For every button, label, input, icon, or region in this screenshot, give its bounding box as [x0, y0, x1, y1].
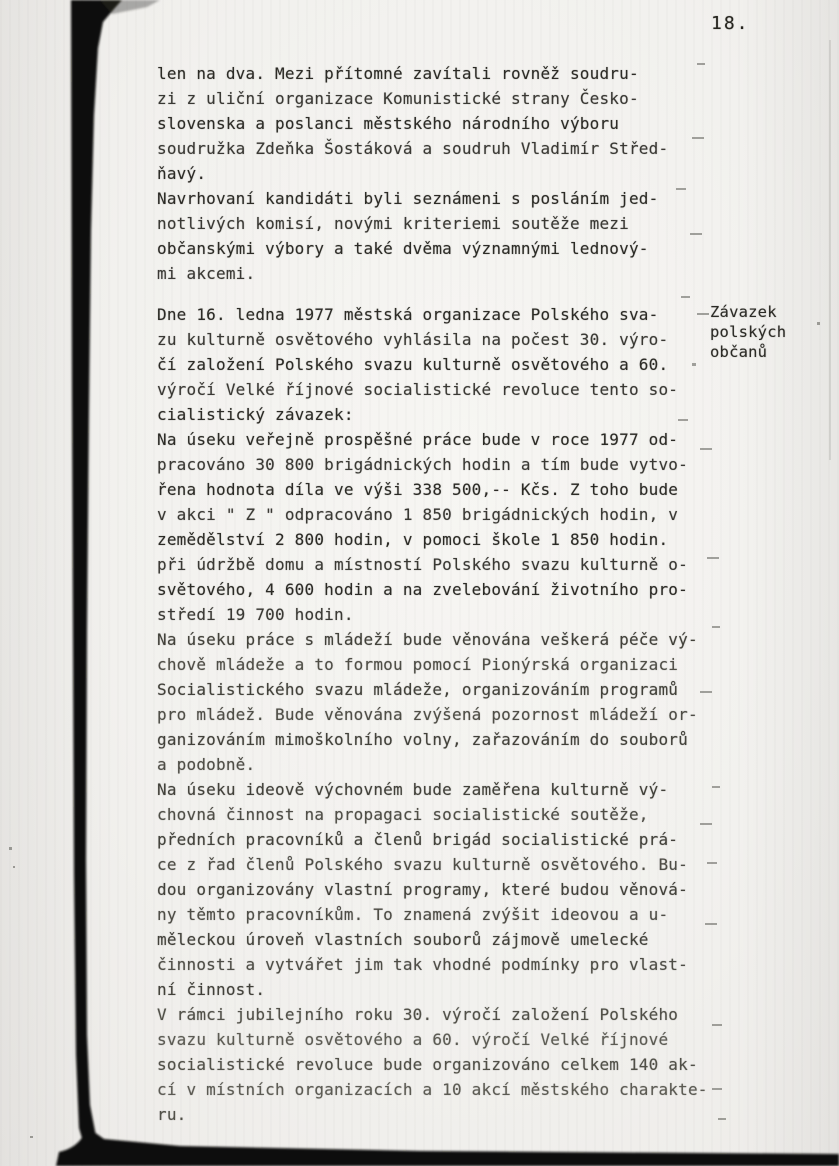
- paragraph: [157, 1002, 742, 1127]
- text-line: mi akcemi.: [157, 264, 256, 283]
- text-line: chově mládeže a to formou pomocí Pionýrská organizaci: [157, 655, 679, 674]
- text-line: ní činnost.: [157, 980, 266, 999]
- text-line: zemědělství 2 800 hodin, v pomoci škole 1 850 hodin.: [157, 530, 669, 549]
- text-line: činnosti a vytvářet jim tak vhodné podmínky pro vlast-: [157, 955, 688, 974]
- text-line: pracováno 30 800 brigádnických hodin a tím bude vytvo-: [157, 455, 688, 474]
- text-line: svazu kulturně osvětového a 60. výročí Velké říjnové: [157, 1030, 669, 1049]
- text-line: Navrhovaní kandidáti byli seznámeni s posláním jed-: [157, 189, 659, 208]
- text-line: v akci " Z " odpracováno 1 850 brigádnických hodin, v: [157, 505, 679, 524]
- text-line: Dne 16. ledna 1977 městská organizace Polského sva-: [157, 305, 659, 324]
- text-line: Na úseku ideově výchovném bude zaměřena kulturně vý-: [157, 780, 669, 799]
- text-line: výročí Velké říjnové socialistické revoluce tento so-: [157, 380, 679, 399]
- text-line: ce z řad členů Polského svazu kulturně osvětového. Bu-: [157, 855, 688, 874]
- text-line: zu kulturně osvětového vyhlásila na počest 30. výro-: [157, 330, 669, 349]
- text-line: občanskými výbory a také dvěma významnými lednový-: [157, 239, 649, 258]
- text-line: cí v místních organizacích a 10 akcí městského charakte-: [157, 1080, 708, 1099]
- text-line: notlivých komisí, novými kriteriemi soutěže mezi: [157, 214, 629, 233]
- text-line: čí založení Polského svazu kulturně osvětového a 60.: [157, 355, 669, 374]
- paragraph: [157, 186, 742, 286]
- text-line: V rámci jubilejního roku 30. výročí založení Polského: [157, 1005, 679, 1024]
- text-line: socialistické revoluce bude organizováno celkem 140 ak-: [157, 1055, 698, 1074]
- text-line: pro mládež. Bude věnována zvýšená pozornost mládeží or-: [157, 705, 698, 724]
- paragraph: [157, 777, 742, 1002]
- paragraph: [157, 302, 742, 427]
- text-line: předních pracovníků a členů brigád socialistické prá-: [157, 830, 679, 849]
- text-line: dou organizovány vlastní programy, které budou věnová-: [157, 880, 688, 899]
- text-line: středí 19 700 hodin.: [157, 605, 354, 624]
- text-line: cialistický závazek:: [157, 405, 354, 424]
- text-line: světového, 4 600 hodin a na zvelebování životního pro-: [157, 580, 688, 599]
- margin-note-line: polských: [710, 323, 787, 341]
- text-line: Socialistického svazu mládeže, organizováním programů: [157, 680, 679, 699]
- margin-note-line: Závazek: [710, 303, 777, 321]
- page-number: 18.: [711, 13, 750, 34]
- text-line: slovenska a poslanci městského národního výboru: [157, 114, 620, 133]
- text-line: len na dva. Mezi přítomné zavítali rovněž soudru-: [157, 64, 639, 83]
- text-line: chovná činnost na propagaci socialistické soutěže,: [157, 805, 649, 824]
- text-line: řena hodnota díla ve výši 338 500,-- Kčs. Z toho bude: [157, 480, 679, 499]
- text-line: při údržbě domu a místností Polského svazu kulturně o-: [157, 555, 688, 574]
- text-line: ňavý.: [157, 164, 207, 183]
- text-line: ny těmto pracovníkům. To znamená zvýšit ideovou a u-: [157, 905, 669, 924]
- text-line: zi z uliční organizace Komunistické strany Česko-: [157, 89, 639, 108]
- document-text: [157, 61, 742, 1127]
- text-line: ru.: [157, 1105, 187, 1124]
- paragraph: [157, 627, 742, 777]
- text-line: Na úseku veřejně prospěšné práce bude v roce 1977 od-: [157, 430, 679, 449]
- margin-note: [710, 302, 786, 362]
- text-line: a podobně.: [157, 755, 256, 774]
- text-line: soudružka Zdeňka Šostáková a soudruh Vladimír Střed-: [157, 139, 669, 158]
- paragraph: [157, 61, 742, 186]
- text-line: ganizováním mimoškolního volny, zařazováním do souborů: [157, 730, 688, 749]
- text-line: Na úseku práce s mládeží bude věnována veškerá péče vý-: [157, 630, 698, 649]
- margin-note-line: občanů: [710, 343, 768, 361]
- text-line: měleckou úroveň vlastních souborů zájmově umelecké: [157, 930, 649, 949]
- paragraph: [157, 427, 742, 627]
